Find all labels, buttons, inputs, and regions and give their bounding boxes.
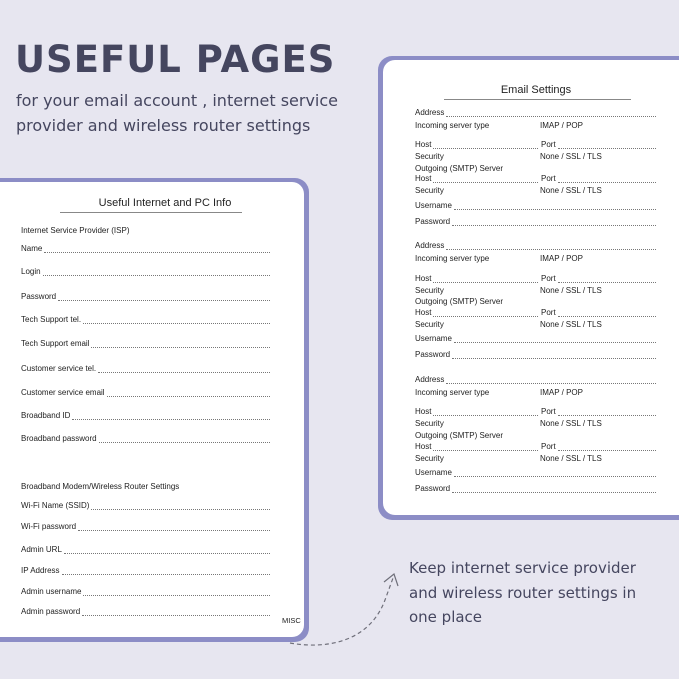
incoming-options: IMAP / POP <box>540 388 583 397</box>
port-label: Port <box>541 140 556 149</box>
port-label: Port <box>541 274 556 283</box>
field-label: Wi-Fi password <box>21 522 77 531</box>
misc-footer: MISC <box>282 616 301 625</box>
field-label: Broadband ID <box>21 411 71 420</box>
field-label: Name <box>21 244 43 253</box>
outgoing-label: Outgoing (SMTP) Server <box>415 164 504 173</box>
host-label: Host <box>415 174 432 183</box>
field-label: Password <box>21 292 57 301</box>
field-label: Broadband password <box>21 434 97 443</box>
password-label: Password <box>415 217 451 226</box>
security-options: None / SSL / TLS <box>540 186 602 195</box>
field-label: Customer service tel. <box>21 364 97 373</box>
host-label: Host <box>415 442 432 451</box>
username-label: Username <box>415 201 452 210</box>
caption: Keep internet service provider and wireless router settings in one place <box>409 559 637 626</box>
security-label: Security <box>415 286 444 295</box>
security-label: Security <box>415 454 444 463</box>
page-title: Email Settings <box>500 84 572 96</box>
field-label: Wi-Fi Name (SSID) <box>21 501 90 510</box>
security-options: None / SSL / TLS <box>540 152 602 161</box>
port-label: Port <box>541 407 556 416</box>
host-label: Host <box>415 140 432 149</box>
field-label: Login <box>21 267 41 276</box>
security-options: None / SSL / TLS <box>540 286 602 295</box>
incoming-options: IMAP / POP <box>540 254 583 263</box>
security-options: None / SSL / TLS <box>540 454 602 463</box>
host-label: Host <box>415 407 432 416</box>
field-label: Tech Support email <box>21 339 90 348</box>
address-label: Address <box>415 375 445 384</box>
username-label: Username <box>415 468 452 477</box>
password-label: Password <box>415 484 451 493</box>
incoming-label: Incoming server type <box>415 254 490 263</box>
host-label: Host <box>415 274 432 283</box>
router-heading: Broadband Modem/Wireless Router Settings <box>21 482 180 491</box>
address-label: Address <box>415 241 445 250</box>
port-label: Port <box>541 308 556 317</box>
outgoing-label: Outgoing (SMTP) Server <box>415 297 504 306</box>
security-label: Security <box>415 419 444 428</box>
incoming-label: Incoming server type <box>415 388 490 397</box>
security-label: Security <box>415 152 444 161</box>
incoming-options: IMAP / POP <box>540 121 583 130</box>
address-label: Address <box>415 108 445 117</box>
isp-heading: Internet Service Provider (ISP) <box>21 226 130 235</box>
field-label: IP Address <box>21 566 60 575</box>
page-title: Useful Internet and PC Info <box>98 197 232 209</box>
field-label: Tech Support tel. <box>21 315 82 324</box>
field-label: Admin password <box>21 607 81 616</box>
headline: USEFUL PAGES <box>15 38 336 81</box>
port-label: Port <box>541 442 556 451</box>
field-label: Admin URL <box>21 545 62 554</box>
port-label: Port <box>541 174 556 183</box>
username-label: Username <box>415 334 452 343</box>
field-label: Admin username <box>21 587 82 596</box>
host-label: Host <box>415 308 432 317</box>
outgoing-label: Outgoing (SMTP) Server <box>415 431 504 440</box>
incoming-label: Incoming server type <box>415 121 490 130</box>
security-options: None / SSL / TLS <box>540 320 602 329</box>
security-options: None / SSL / TLS <box>540 419 602 428</box>
field-label: Customer service email <box>21 388 105 397</box>
security-label: Security <box>415 186 444 195</box>
password-label: Password <box>415 350 451 359</box>
subheadline: for your email account , internet service provider and wireless router settings <box>16 91 339 135</box>
security-label: Security <box>415 320 444 329</box>
